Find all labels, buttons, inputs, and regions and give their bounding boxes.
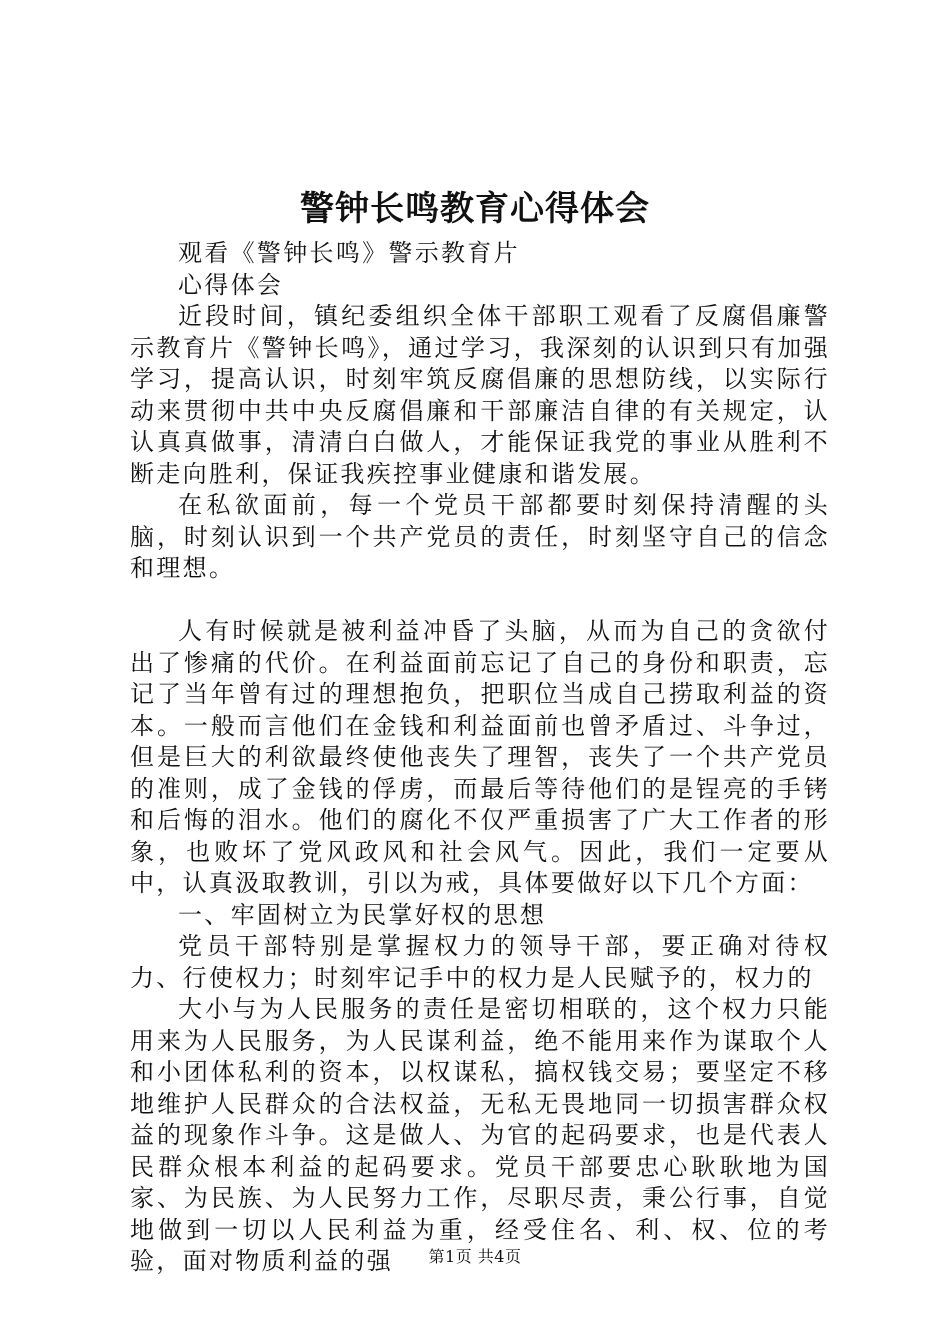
paragraph-subtitle: 观看《警钟长鸣》警示教育片: [178, 239, 520, 267]
page-indicator: 第1页 共4页: [428, 1247, 522, 1266]
document-title: 警钟长鸣教育心得体会: [300, 189, 650, 229]
document-body: [130, 238, 830, 1278]
paragraph-heading: 心得体会: [178, 270, 284, 299]
paragraph-intro: 近段时间，镇纪委组织全体干部职工观看了反腐倡廉警示教育片《警钟长鸣》，通过学习，我深刻的认识到只有加强学习，提高认识，时刻牢筑反腐倡廉的思想防线，以实际行动来贯彻中共中央反腐倡廉和干部廉洁自律的有关规定，认认真真做事，清清白白做人，才能保证我党的事业从胜利不断走向胜利，保证我疾控事业健康和谐发展。: [130, 302, 830, 488]
paragraph-service: 大小与为人民服务的责任是密切相联的，这个权力只能用来为人民服务，为人民谋利益，绝不能用来作为谋取个人和小团体私利的资本，以权谋私，搞权钱交易；要坚定不移地维护人民群众的合法权益，无私无畏地同一切损害群众权益的现象作斗争。这是做人、为官的起码要求，也是代表人民群众根本利益的起码要求。党员干部要忠心耿耿地为国家、为民族、为人民努力工作，尽职尽责，秉公行事，自觉地做到一切以人民利益为重，经受住名、利、权、位的考验，面对物质利益的强: [130, 995, 830, 1275]
paragraph-lesson: 人有时候就是被利益冲昏了头脑，从而为自己的贪欲付出了惨痛的代价。在利益面前忘记了自己的身份和职责，忘记了当年曾有过的理想抱负，把职位当成自己捞取利益的资本。一般而言他们在金钱和利益面前也曾矛盾过、斗争过，但是巨大的利欲最终使他丧失了理智，丧失了一个共产党员的准则，成了金钱的俘虏，而最后等待他们的是锃亮的手铐和后悔的泪水。他们的腐化不仅严重损害了广大工作者的形象，也败坏了党风政风和社会风气。因此，我们一定要从中，认真汲取教训，引以为戒，具体要做好以下几个方面：: [130, 617, 830, 897]
paragraph-power: 党员干部特别是掌握权力的领导干部，要正确对待权力、行使权力；时刻牢记手中的权力是人民赋予的，权力的: [130, 932, 830, 992]
paragraph-selfish-desire: 在私欲面前，每一个党员干部都要时刻保持清醒的头脑，时刻认识到一个共产党员的责任，时刻坚守自己的信念和理想。: [130, 491, 830, 582]
section-heading-1: 一、牢固树立为民掌好权的思想: [178, 900, 547, 929]
